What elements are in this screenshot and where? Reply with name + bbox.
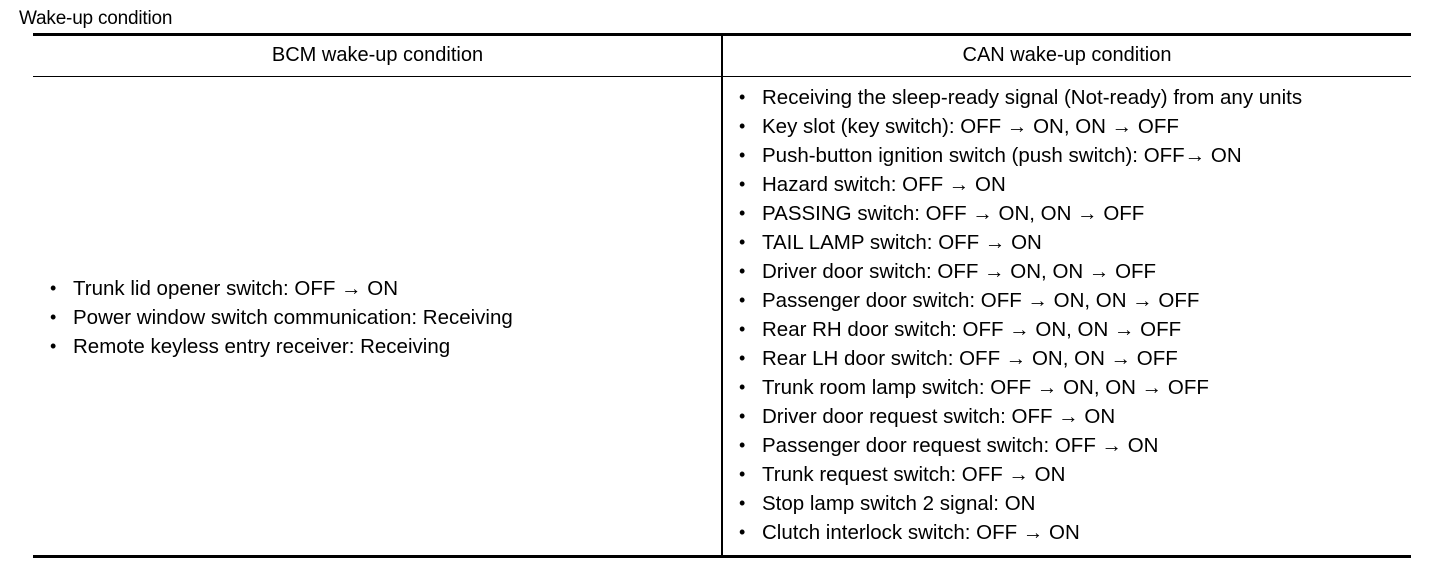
header-bcm-wake-up: BCM wake-up condition [271, 44, 484, 66]
bullet-icon: • [50, 336, 57, 356]
list-item: • Power window switch communication: Receiving [33, 303, 721, 332]
list-item: • PASSING switch: OFF → ON, ON → OFF [722, 199, 1410, 228]
table-caption: Wake-up condition [19, 8, 173, 29]
bullet-icon: • [50, 307, 57, 327]
list-item: • Passenger door request switch: OFF → ON [722, 431, 1410, 460]
list-item: • Passenger door switch: OFF → ON, ON → OFF [722, 286, 1410, 315]
bullet-icon: • [739, 87, 746, 107]
list-item: • Trunk lid opener switch: OFF → ON [33, 274, 721, 303]
list-item: • Remote keyless entry receiver: Receiving [33, 332, 721, 361]
list-item: • Trunk request switch: OFF → ON [722, 460, 1410, 489]
bullet-icon: • [739, 232, 746, 252]
list-item: • TAIL LAMP switch: OFF → ON [722, 228, 1410, 257]
bullet-icon: • [739, 319, 746, 339]
list-item: • Receiving the sleep-ready signal (Not-ready) from any units [722, 83, 1410, 112]
bullet-icon: • [739, 464, 746, 484]
can-condition-list [722, 83, 1410, 547]
list-item: • Clutch interlock switch: OFF → ON [722, 518, 1410, 547]
list-item: • Push-button ignition switch (push switch): OFF→ ON [722, 141, 1410, 170]
list-item: • Rear LH door switch: OFF → ON, ON → OFF [722, 344, 1410, 373]
bullet-icon: • [739, 493, 746, 513]
list-item: • Trunk room lamp switch: OFF → ON, ON → OFF [722, 373, 1410, 402]
list-item: • Hazard switch: OFF → ON [722, 170, 1410, 199]
header-can-wake-up: CAN wake-up condition [962, 44, 1172, 66]
bullet-icon: • [50, 278, 57, 298]
bullet-icon: • [739, 290, 746, 310]
bullet-icon: • [739, 174, 746, 194]
wake-up-condition-table [33, 33, 1411, 558]
bcm-condition-list [33, 274, 721, 361]
bullet-icon: • [739, 522, 746, 542]
bullet-icon: • [739, 145, 746, 165]
bullet-icon: • [739, 406, 746, 426]
bullet-icon: • [739, 261, 746, 281]
list-item: • Key slot (key switch): OFF → ON, ON → OFF [722, 112, 1410, 141]
bullet-icon: • [739, 435, 746, 455]
list-item: • Driver door request switch: OFF → ON [722, 402, 1410, 431]
bullet-icon: • [739, 377, 746, 397]
bullet-icon: • [739, 116, 746, 136]
bullet-icon: • [739, 203, 746, 223]
list-item: • Stop lamp switch 2 signal: ON [722, 489, 1410, 518]
list-item: • Driver door switch: OFF → ON, ON → OFF [722, 257, 1410, 286]
list-item: • Rear RH door switch: OFF → ON, ON → OFF [722, 315, 1410, 344]
bullet-icon: • [739, 348, 746, 368]
